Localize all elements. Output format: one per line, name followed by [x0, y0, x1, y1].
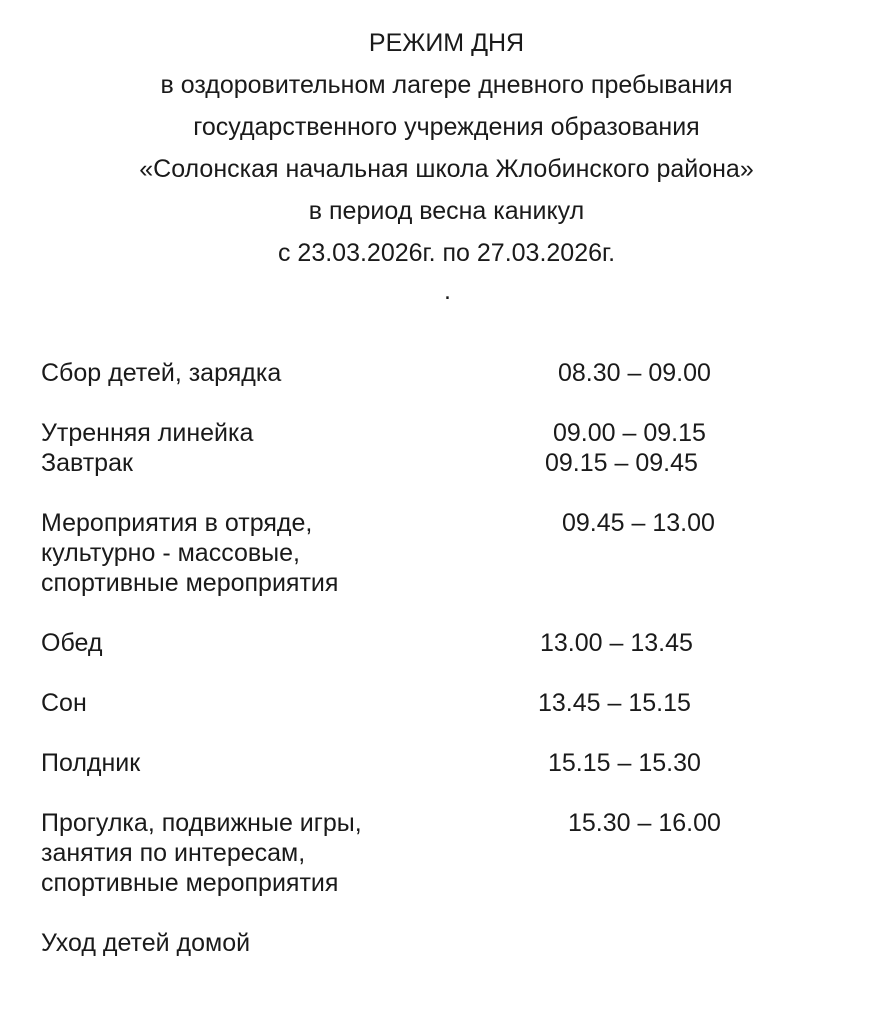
activity-time: 09.00 – 09.15 [553, 419, 706, 447]
date-range: с 23.03.2026г. по 27.03.2026г. [277, 239, 616, 267]
activity-label: спортивные мероприятия [41, 869, 339, 897]
activity-time: 09.45 – 13.00 [562, 509, 715, 537]
activity-label: Полдник [41, 749, 141, 777]
activity-time: 15.30 – 16.00 [568, 809, 721, 837]
document-header [0, 22, 893, 274]
activity-label: культурно - массовые, [41, 539, 300, 567]
document-title: РЕЖИМ ДНЯ [368, 29, 525, 57]
activity-time: 13.45 – 15.15 [538, 689, 691, 717]
activity-time: 13.00 – 13.45 [540, 629, 693, 657]
activity-label: Сон [41, 689, 87, 717]
activity-label: Мероприятия в отряде, [41, 509, 313, 537]
activity-label: спортивные мероприятия [41, 569, 339, 597]
subtitle-line-2: государственного учреждения образования [193, 113, 700, 141]
school-name: «Солонская начальная школа Жлобинского района» [139, 155, 754, 183]
activity-label: Прогулка, подвижные игры, [41, 809, 362, 837]
activity-time: 15.15 – 15.30 [548, 749, 701, 777]
activity-label: занятия по интересам, [41, 839, 306, 867]
period-label: в период весна каникул [308, 197, 585, 225]
activity-label: Утренняя линейка [41, 419, 254, 447]
activity-label: Уход детей домой [41, 929, 251, 957]
subtitle-line-1: в оздоровительном лагере дневного пребывания [160, 71, 733, 99]
activity-label: Завтрак [41, 449, 133, 477]
activity-time: 08.30 – 09.00 [558, 359, 711, 387]
activity-label: Сбор детей, зарядка [41, 359, 282, 387]
stray-dot: . [444, 277, 451, 305]
activity-label: Обед [41, 629, 103, 657]
activity-time: 09.15 – 09.45 [545, 449, 698, 477]
